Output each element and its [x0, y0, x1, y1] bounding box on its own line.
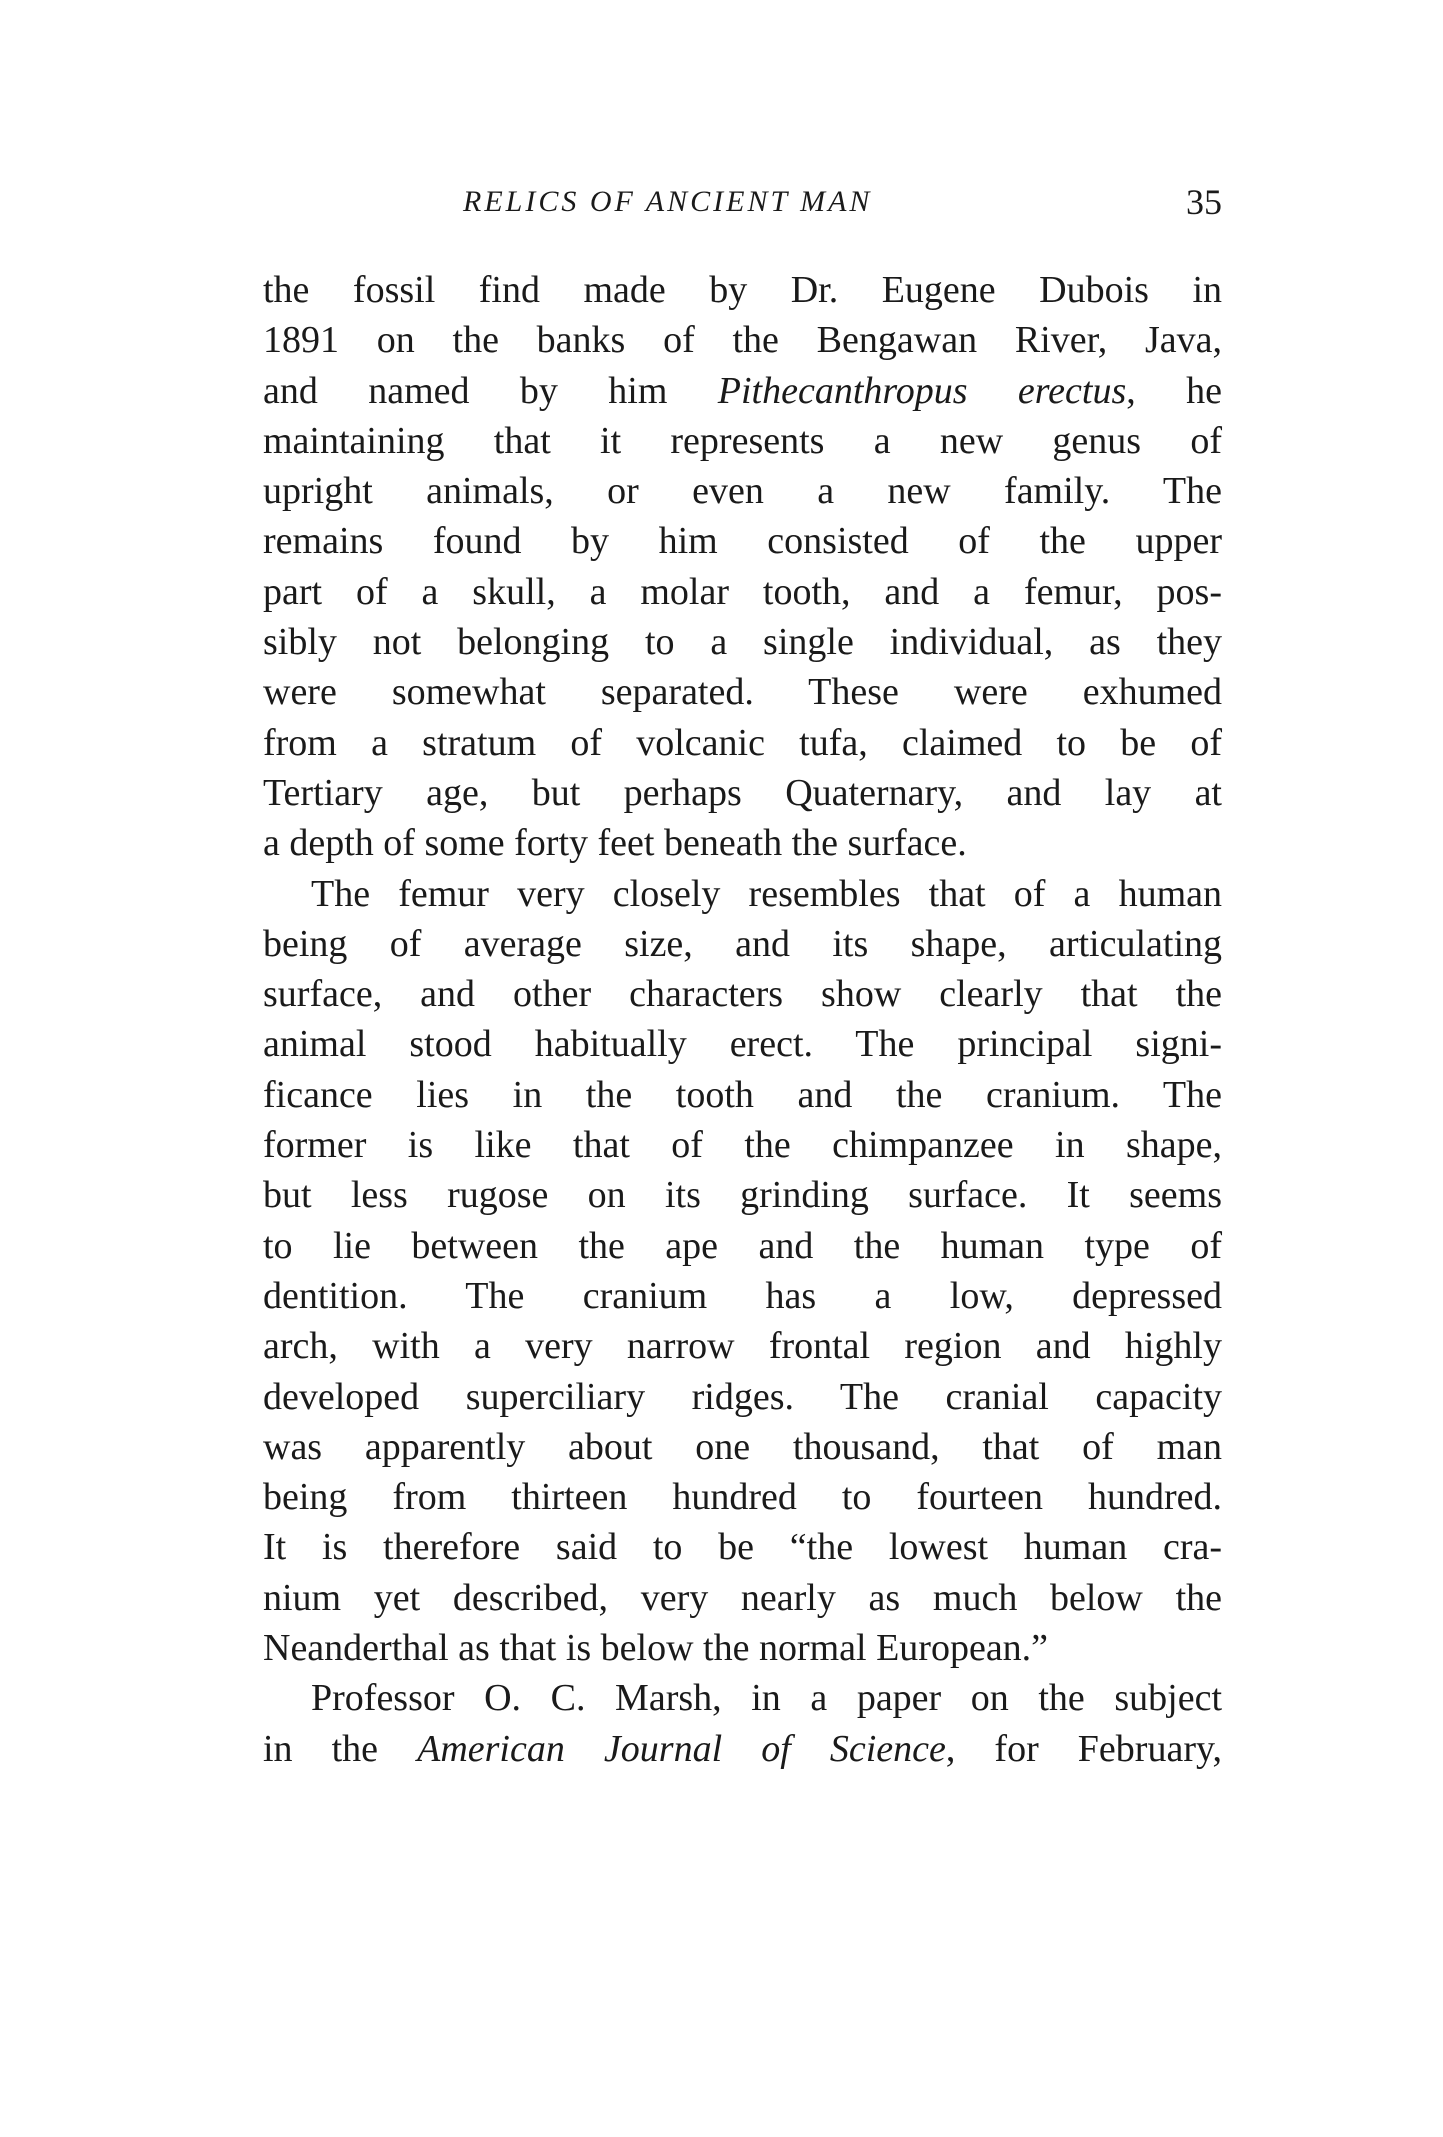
text-segment: to lie between the ape and the human type of — [263, 1224, 1222, 1267]
paragraph — [263, 265, 1222, 869]
text-segment: part of a skull, a molar tooth, and a femur, pos- — [263, 570, 1222, 613]
text-line — [263, 1321, 1222, 1371]
text-segment: , he — [1126, 369, 1222, 412]
text-line — [263, 1170, 1222, 1220]
text-line — [263, 818, 1222, 868]
text-segment: maintaining that it represents a new genus of — [263, 419, 1222, 462]
text-segment: remains found by him consisted of the upper — [263, 520, 1222, 563]
text-segment: in the — [263, 1727, 418, 1770]
body-text — [263, 265, 1222, 1774]
text-segment: and named by him — [263, 369, 718, 412]
text-line — [263, 265, 1222, 315]
text-segment: Tertiary age, but perhaps Quaternary, and lay at — [263, 771, 1222, 814]
running-header — [263, 180, 1222, 224]
text-segment: animal stood habitually erect. The principal signi- — [263, 1023, 1222, 1066]
text-line — [263, 919, 1222, 969]
text-segment: being of average size, and its shape, articulating — [263, 922, 1222, 965]
text-segment: the fossil find made by Dr. Eugene Dubois in — [263, 269, 1222, 311]
running-title: RELICS OF ANCIENT MAN — [463, 185, 873, 218]
text-line — [263, 1472, 1222, 1522]
text-line — [263, 667, 1222, 717]
text-segment: Neanderthal as that is below the normal European.” — [263, 1627, 1049, 1670]
text-line — [263, 1724, 1222, 1774]
text-segment: was apparently about one thousand, that of man — [263, 1425, 1222, 1468]
text-segment: but less rugose on its grinding surface. It seems — [263, 1174, 1222, 1217]
text-line — [263, 567, 1222, 617]
text-line — [263, 1673, 1222, 1723]
text-segment: arch, with a very narrow frontal region and highly — [263, 1325, 1222, 1368]
text-segment: surface, and other characters show clearly that the — [263, 973, 1222, 1016]
text-segment: , for February, — [945, 1727, 1223, 1770]
text-segment: dentition. The cranium has a low, depressed — [263, 1274, 1222, 1317]
text-line — [263, 718, 1222, 768]
text-line — [263, 366, 1222, 416]
text-line — [263, 1372, 1222, 1422]
text-segment: being from thirteen hundred to fourteen hundred. — [263, 1476, 1222, 1519]
italic-title: American Journal of Science — [417, 1727, 946, 1770]
text-line — [263, 617, 1222, 667]
text-segment: former is like that of the chimpanzee in shape, — [263, 1124, 1222, 1167]
page-number: 35 — [1186, 182, 1222, 222]
text-line — [263, 1120, 1222, 1170]
text-segment: developed superciliary ridges. The cranial capacity — [263, 1375, 1222, 1418]
text-line — [263, 768, 1222, 818]
text-segment: The femur very closely resembles that of a human — [311, 872, 1222, 915]
text-segment: 1891 on the banks of the Bengawan River, Java, — [263, 319, 1222, 362]
text-segment: sibly not belonging to a single individual, as they — [263, 621, 1222, 664]
text-line — [263, 315, 1222, 365]
text-line — [263, 969, 1222, 1019]
text-segment: upright animals, or even a new family. The — [263, 470, 1222, 513]
paragraph — [263, 1673, 1222, 1774]
text-line — [263, 1070, 1222, 1120]
text-line — [263, 1522, 1222, 1572]
text-line — [263, 1019, 1222, 1069]
text-line — [263, 869, 1222, 919]
text-segment: nium yet described, very nearly as much below the — [263, 1576, 1222, 1619]
text-segment: from a stratum of volcanic tufa, claimed to be of — [263, 721, 1222, 764]
text-line — [263, 1573, 1222, 1623]
text-segment: ficance lies in the tooth and the cranium. The — [263, 1073, 1222, 1116]
text-line — [263, 416, 1222, 466]
text-line — [263, 1623, 1222, 1673]
text-line — [263, 466, 1222, 516]
text-segment: a depth of some forty feet beneath the surface. — [263, 822, 967, 865]
text-line — [263, 1221, 1222, 1271]
italic-title: Pithecanthropus erectus — [717, 369, 1127, 412]
text-segment: were somewhat separated. These were exhumed — [263, 671, 1222, 714]
text-line — [263, 516, 1222, 566]
text-segment: It is therefore said to be “the lowest human cra- — [263, 1526, 1222, 1569]
text-segment: Professor O. C. Marsh, in a paper on the subject — [311, 1677, 1222, 1720]
text-line — [263, 1271, 1222, 1321]
text-line — [263, 1422, 1222, 1472]
paragraph — [263, 869, 1222, 1674]
